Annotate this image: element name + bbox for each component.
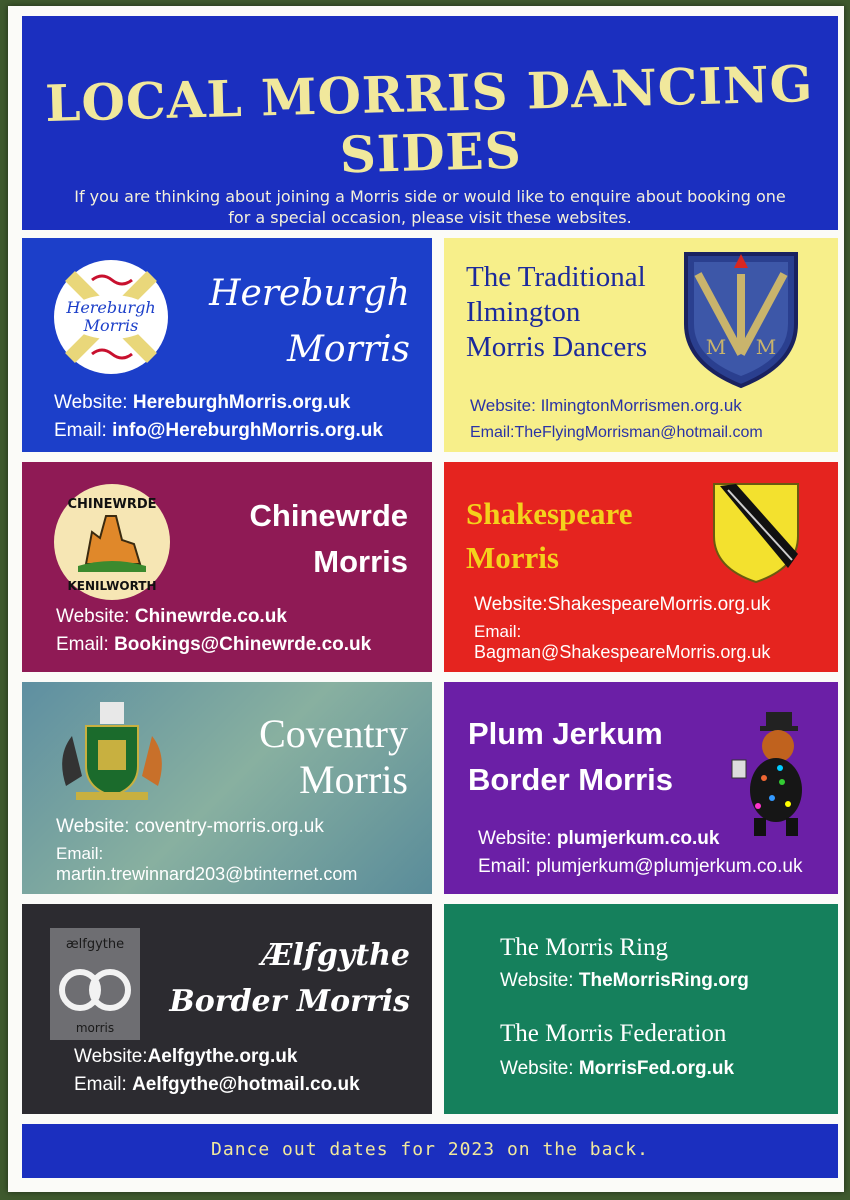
- aelfgythe-email[interactable]: [74, 1074, 360, 1096]
- chinewrde-email[interactable]: [56, 634, 371, 656]
- card-morris-organisations: [444, 904, 838, 1114]
- shakespeare-website-link[interactable]: ShakespeareMorris.org.uk: [547, 594, 771, 615]
- card-shakespeare: [444, 462, 838, 672]
- coventry-website-link[interactable]: coventry-morris.org.uk: [134, 816, 324, 837]
- aelfgythe-title-1: Ælfgythe: [261, 938, 410, 973]
- hereburgh-title-2: Morris: [287, 329, 410, 370]
- email-label: Email:: [478, 856, 531, 877]
- footer-banner: [22, 1124, 838, 1178]
- morris-federation-website[interactable]: [500, 1058, 734, 1080]
- chinewrde-logo-top: CHINEWRDE: [67, 497, 157, 512]
- chinewrde-title-2: Morris: [313, 544, 408, 579]
- hereburgh-website-link[interactable]: HereburghMorris.org.uk: [132, 392, 351, 413]
- aelfgythe-email-link[interactable]: Aelfgythe@hotmail.co.uk: [132, 1074, 360, 1095]
- morris-ring-website[interactable]: [500, 970, 749, 992]
- aelfgythe-website-link[interactable]: Aelfgythe.org.uk: [147, 1046, 298, 1067]
- shakespeare-shield-icon: [710, 480, 802, 584]
- morris-ring-website-link[interactable]: TheMorrisRing.org: [578, 970, 749, 991]
- website-label: Website:: [74, 1046, 148, 1067]
- coventry-email-link[interactable]: martin.trewinnard203@btinternet.com: [56, 864, 358, 884]
- ilmington-email-link[interactable]: TheFlyingMorrisman@hotmail.com: [514, 424, 763, 441]
- aelfgythe-title-2: Border Morris: [169, 984, 410, 1019]
- ilmington-email[interactable]: [470, 424, 763, 442]
- website-label: Website:: [470, 396, 536, 415]
- website-label: Website:: [56, 816, 130, 837]
- footer-text: Dance out dates for 2023 on the back.: [211, 1139, 649, 1160]
- ilmington-title-2: Ilmington: [466, 296, 581, 328]
- plumjerkum-website-link[interactable]: plumjerkum.co.uk: [556, 828, 720, 849]
- coventry-website[interactable]: [56, 816, 324, 838]
- plumjerkum-email[interactable]: [478, 856, 802, 878]
- ilmington-website[interactable]: [470, 396, 742, 416]
- shield-letter-left: M: [705, 335, 727, 359]
- poster: [8, 6, 844, 1192]
- shakespeare-title-1: Shakespeare: [466, 496, 633, 531]
- ilmington-title-1: The Traditional: [466, 261, 646, 293]
- poster-title: LOCAL MORRIS DANCING SIDES: [44, 53, 814, 185]
- website-label: Website:: [500, 970, 574, 991]
- morris-federation-title: The Morris Federation: [500, 1020, 727, 1047]
- chinewrde-website-link[interactable]: Chinewrde.co.uk: [134, 606, 287, 627]
- shakespeare-email-label: Email:: [474, 622, 522, 641]
- website-label: Website:: [56, 606, 130, 627]
- plumjerkum-title-2: Border Morris: [468, 762, 673, 797]
- coventry-coat-of-arms-icon: [52, 696, 172, 804]
- hereburgh-logo-text-2: Morris: [83, 316, 139, 335]
- plumjerkum-title-1: Plum Jerkum: [468, 716, 663, 751]
- card-hereburgh: [22, 238, 432, 452]
- card-ilmington: [444, 238, 838, 452]
- intro-text: If you are thinking about joining a Morris side or would like to enquire about booking one for a special occasion, please visit these websites.: [74, 187, 786, 227]
- email-label: Email:: [56, 634, 109, 655]
- hereburgh-logo: [52, 258, 170, 376]
- email-label: Email:: [54, 420, 107, 441]
- shield-letter-right: M: [755, 335, 777, 359]
- morris-federation-website-link[interactable]: MorrisFed.org.uk: [578, 1058, 735, 1079]
- card-aelfgythe: [22, 904, 432, 1114]
- chinewrde-logo-bottom: KENILWORTH: [67, 579, 157, 593]
- email-label: Email:: [470, 424, 515, 441]
- hereburgh-email[interactable]: [54, 420, 383, 442]
- website-label: Website:: [474, 594, 548, 615]
- chinewrde-title-1: Chinewrde: [249, 498, 408, 533]
- coventry-email-label: Email:: [56, 844, 104, 863]
- card-plumjerkum: [444, 682, 838, 894]
- chinewrde-website[interactable]: [56, 606, 287, 628]
- shakespeare-title-2: Morris: [466, 540, 559, 575]
- ilmington-shield-icon: [682, 244, 800, 390]
- website-label: Website:: [500, 1058, 574, 1079]
- website-label: Website:: [54, 392, 128, 413]
- morris-ring-title: The Morris Ring: [500, 934, 669, 961]
- hereburgh-title-1: Hereburgh: [209, 273, 410, 314]
- dancing-bear-icon: [728, 712, 824, 840]
- plumjerkum-website[interactable]: [478, 828, 719, 850]
- plumjerkum-email-link[interactable]: plumjerkum@plumjerkum.co.uk: [536, 856, 803, 877]
- coventry-title-1: Coventry: [259, 711, 408, 756]
- hereburgh-logo-text-1: Hereburgh: [66, 298, 156, 317]
- aelfgythe-logo-bottom: morris: [75, 1021, 115, 1035]
- website-label: Website:: [478, 828, 552, 849]
- shakespeare-website[interactable]: [474, 594, 770, 616]
- coventry-title-2: Morris: [299, 757, 408, 802]
- card-coventry: [22, 682, 432, 894]
- shakespeare-email-link[interactable]: Bagman@ShakespeareMorris.org.uk: [474, 642, 771, 662]
- hereburgh-website[interactable]: [54, 392, 350, 414]
- header-banner: [22, 16, 838, 230]
- card-chinewrde: [22, 462, 432, 672]
- email-label: Email:: [74, 1074, 127, 1095]
- aelfgythe-logo-top: ælfgythe: [65, 937, 125, 952]
- chinewrde-logo: [52, 482, 172, 602]
- aelfgythe-website[interactable]: [74, 1046, 297, 1068]
- hereburgh-email-link[interactable]: info@HereburghMorris.org.uk: [112, 420, 383, 441]
- chinewrde-email-link[interactable]: Bookings@Chinewrde.co.uk: [114, 634, 372, 655]
- aelfgythe-logo: [50, 928, 140, 1040]
- ilmington-website-link[interactable]: IlmingtonMorrismen.org.uk: [540, 396, 742, 415]
- ilmington-title-3: Morris Dancers: [466, 331, 648, 363]
